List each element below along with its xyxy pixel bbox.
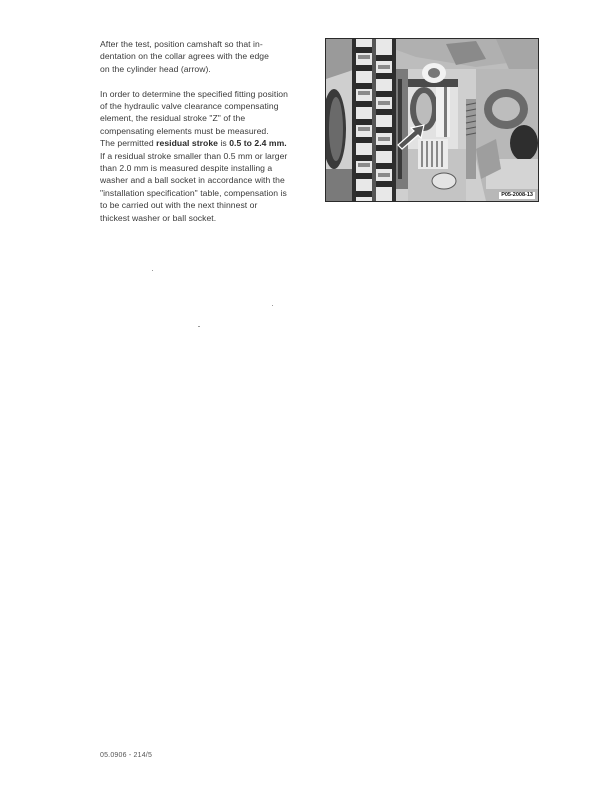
camshaft-photo-figure <box>325 38 539 202</box>
camshaft-photo-illustration <box>326 39 538 201</box>
text-line: of the hydraulic valve clearance compensating <box>100 101 279 112</box>
text-line: washer and a ball socket in accordance with the <box>100 175 285 186</box>
text-fragment: The permitted <box>100 138 157 149</box>
text-line: "installation specification" table, compensation is <box>100 187 287 198</box>
doc-ref-footer: 05.0906 - 214/5 <box>100 752 153 759</box>
residual-stroke-term: residual stroke <box>156 138 218 149</box>
text-line: After the test, position camshaft so that in- <box>100 39 263 49</box>
text-line: thickest washer or ball socket. <box>100 212 217 223</box>
timing-chain <box>352 39 396 201</box>
paragraph-residual-stroke <box>100 88 312 224</box>
text-line: element, the residual stroke "Z" of the <box>100 113 246 124</box>
residual-stroke-range: 0.5 to 2.4 mm. <box>229 138 287 149</box>
text-line: dentation on the collar agrees with the edge <box>100 51 269 62</box>
scan-speck <box>272 305 273 306</box>
text-line: If a residual stroke smaller than 0.5 mm or larger <box>100 150 288 161</box>
text-line-permitted-stroke <box>100 137 312 149</box>
text-line: on the cylinder head (arrow). <box>100 63 211 74</box>
paragraph-camshaft-position <box>100 38 312 75</box>
text-line: In order to determine the specified fitting position <box>100 88 288 99</box>
text-line: compensating elements must be measured. <box>100 125 269 136</box>
text-fragment: is <box>218 138 230 149</box>
figure-code: P05-2008-13 <box>501 192 533 198</box>
text-line: to be carried out with the next thinnest or <box>100 200 258 211</box>
text-line: than 2.0 mm is measured despite installing a <box>100 163 273 174</box>
scan-speck <box>152 270 153 271</box>
body-text-column <box>100 38 312 236</box>
scan-speck <box>198 326 200 327</box>
